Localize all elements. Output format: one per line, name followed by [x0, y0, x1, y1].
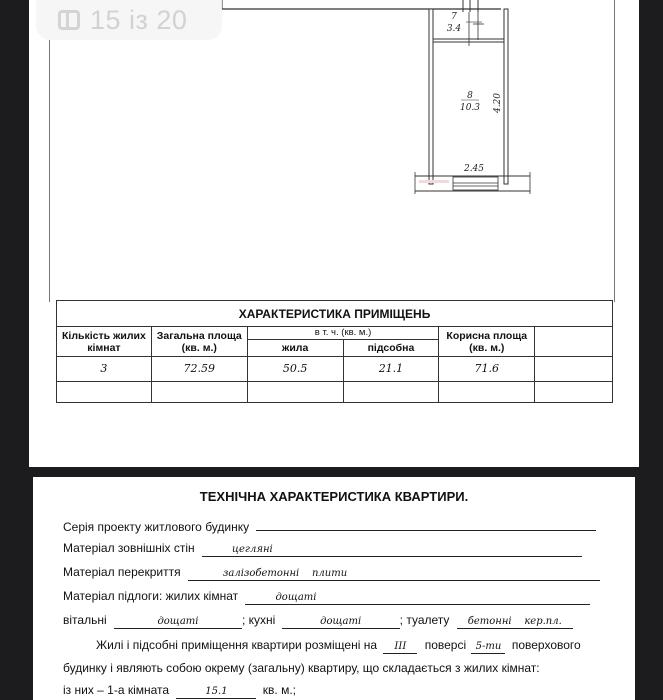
placement-text-3: поверхового — [511, 638, 581, 652]
room-8-area: 10.3 — [459, 103, 481, 113]
placement-text-1: Жилі і підсобні приміщення квартири розміщені на — [96, 638, 378, 652]
header-auxiliary: підсобна — [343, 340, 439, 357]
table-row — [57, 357, 613, 382]
walls-value: цегляні — [202, 544, 582, 557]
hall-label: вітальні — [63, 613, 107, 627]
tech-title: ТЕХНІЧНА ХАРАКТЕРИСТИКА КВАРТИРИ. — [199, 489, 469, 504]
cell-living: 50.5 — [247, 357, 343, 382]
rooms-floor-row — [63, 613, 573, 629]
series-value — [256, 518, 596, 531]
placement-row-2 — [63, 661, 540, 675]
hall-value: дощаті — [114, 616, 242, 629]
placement-text-2: поверсі — [424, 638, 467, 652]
table-title: ХАРАКТЕРИСТИКА ПРИМІЩЕНЬ — [57, 301, 613, 327]
room1-row — [63, 683, 296, 699]
placement-row — [96, 638, 581, 654]
sidebar-icon[interactable] — [58, 10, 80, 30]
cell-total-area: 72.59 — [151, 357, 247, 382]
floor-plan — [29, 0, 639, 300]
ceiling-value: залізобетонні плити — [188, 568, 600, 581]
ceiling-label: Матеріал перекриття — [63, 565, 181, 579]
cell-auxiliary: 21.1 — [343, 357, 439, 382]
document-page-16 — [33, 477, 635, 700]
table-row-empty — [57, 382, 613, 403]
floor-number: ІІІ — [383, 641, 417, 654]
cell-empty — [535, 357, 613, 382]
toilet-value: бетонні кер.пл. — [457, 616, 573, 629]
header-rooms: Кількість жилих кімнат — [57, 327, 152, 357]
header-empty — [535, 327, 613, 357]
walls-row — [63, 541, 582, 557]
characteristics-table — [56, 300, 613, 403]
room1-label: із них – 1-а кімната — [63, 683, 170, 697]
room-7-number: 7 — [451, 12, 457, 22]
kitchen-value: дощаті — [282, 616, 400, 629]
floor-row — [63, 589, 590, 605]
toilet-label: ; туалету — [399, 613, 450, 627]
series-label: Серія проекту житлового будинку — [63, 520, 250, 534]
header-useful-area: Корисна площа (кв. м.) — [439, 327, 535, 357]
header-total-area: Загальна площа (кв. м.) — [151, 327, 247, 357]
cell-useful-area: 71.6 — [439, 357, 535, 382]
header-including: в т. ч. (кв. м.) — [247, 327, 439, 340]
dimension-width: 2.45 — [463, 164, 485, 174]
page-counter-badge — [36, 0, 222, 40]
room1-unit: кв. м.; — [262, 683, 296, 697]
ceiling-row — [63, 565, 600, 581]
floor-plan-drawing — [29, 0, 639, 300]
kitchen-label: ; кухні — [241, 613, 276, 627]
room1-value: 15.1 — [176, 686, 256, 699]
storeys-value: 5-ти — [471, 641, 505, 654]
page-counter-text: 15 із 20 — [90, 4, 188, 35]
floor-label: Матеріал підлоги: жилих кімнат — [63, 589, 239, 603]
dimension-height: 4.20 — [493, 92, 503, 114]
header-living: жила — [247, 340, 343, 357]
room-8-number: 8 — [467, 91, 473, 101]
placement-text-4: будинку і являють собою окрему (загальну) квартиру, що складається з жилих кімнат: — [63, 661, 540, 675]
cell-rooms: 3 — [57, 357, 152, 382]
room-7-area: 3.4 — [446, 24, 462, 34]
document-page-15 — [29, 0, 639, 467]
walls-label: Матеріал зовнішніх стін — [63, 541, 195, 555]
series-row — [63, 518, 596, 534]
floor-value: дощаті — [245, 592, 590, 605]
